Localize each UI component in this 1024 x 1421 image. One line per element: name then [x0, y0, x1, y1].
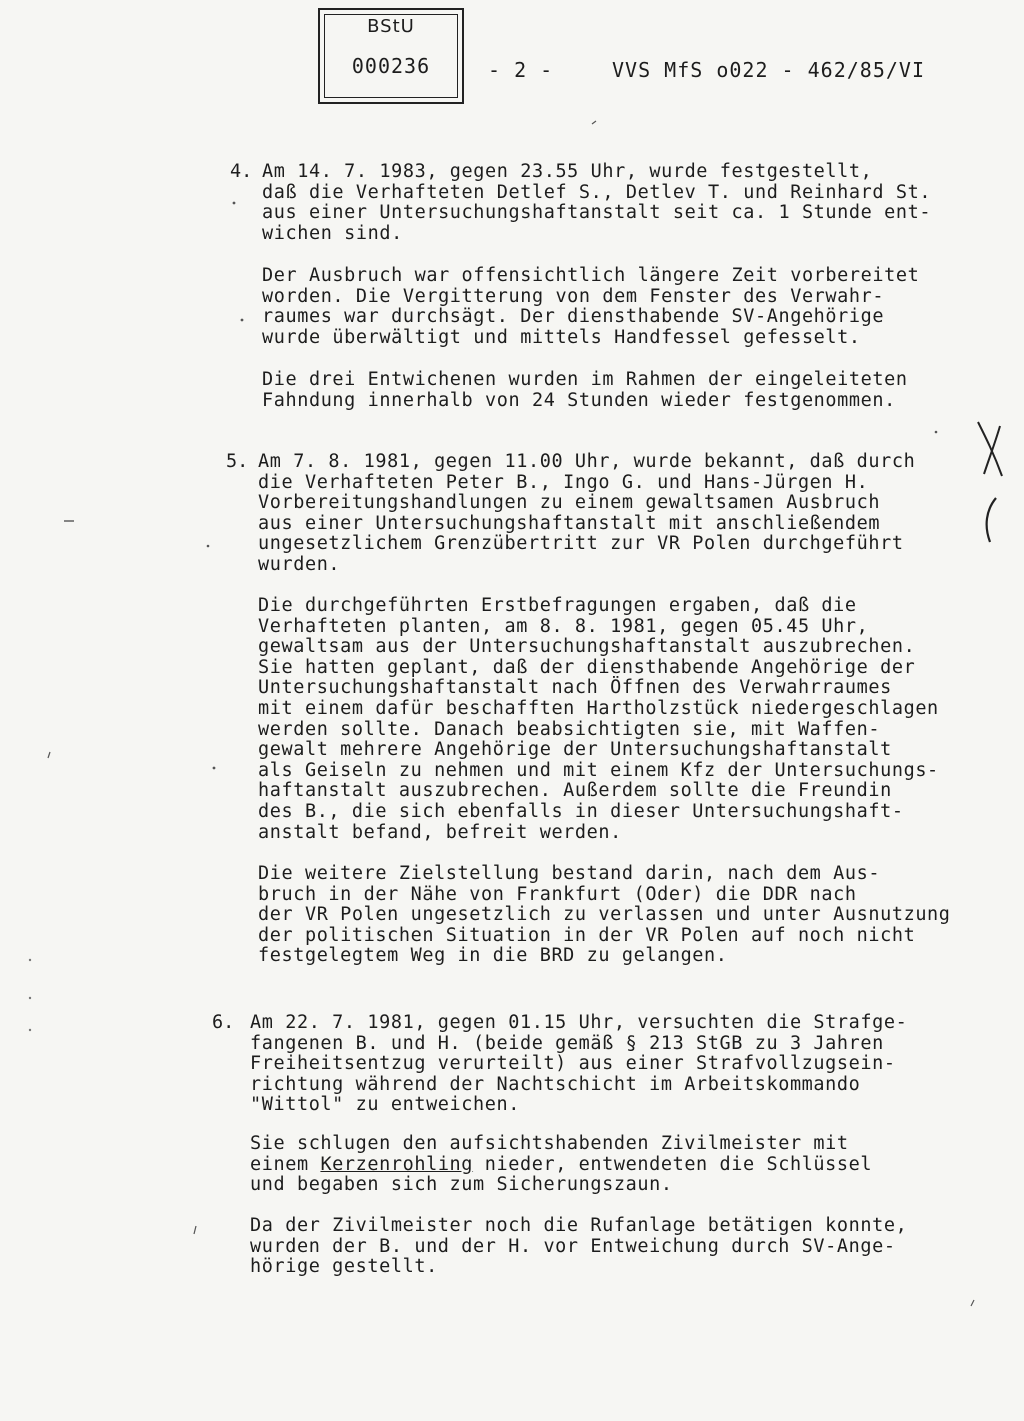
text-line: einem Kerzenrohling nieder, entwendeten die Schlüssel: [250, 1153, 873, 1175]
text-line: Am 22. 7. 1981, gegen 01.15 Uhr, versuchten die Strafge-: [250, 1012, 908, 1033]
text-line: gewalt mehrere Angehörige der Untersuchungshaftanstalt: [258, 739, 892, 761]
text-line: fangenen B. und H. (beide gemäß § 213 StGB zu 3 Jahren: [250, 1032, 884, 1054]
text-line: "Wittol" zu entweichen.: [250, 1094, 520, 1116]
text-line: raumes war durchsägt. Der diensthabende SV-Angehörige: [262, 306, 885, 328]
stamp-title: BStU: [367, 16, 415, 37]
text-line: gewaltsam aus der Untersuchungshaftanstalt auszubrechen.: [258, 636, 916, 658]
text-line: werden sollte. Danach beabsichtigten sie, mit Waffen-: [258, 718, 881, 740]
text-line: Der Ausbruch war offensichtlich längere Zeit vorbereitet: [262, 265, 920, 286]
text-line: Die weitere Zielstellung bestand darin, nach dem Aus-: [258, 863, 881, 884]
item-number: 5.: [226, 451, 249, 472]
text-line: und begaben sich zum Sicherungszaun.: [250, 1174, 673, 1196]
text-line: Fahndung innerhalb von 24 Stunden wieder festgenommen.: [262, 389, 896, 411]
text-line: der VR Polen ungesetzlich zu verlassen und unter Ausnutzung: [258, 904, 951, 926]
text-line: richtung während der Nachtschicht im Arbeitskommando: [250, 1073, 861, 1095]
text-line: aus einer Untersuchungshaftanstalt mit anschließendem: [258, 512, 881, 534]
text-line: ungesetzlichem Grenzübertritt zur VR Polen durchgeführt: [258, 533, 904, 555]
document-reference: VVS MfS o022 - 462/85/VI: [612, 58, 925, 82]
text-line: anstalt befand, befreit werden.: [258, 821, 622, 843]
text-line: Da der Zivilmeister noch die Rufanlage betätigen konnte,: [250, 1215, 908, 1236]
item-number: 6.: [212, 1012, 235, 1033]
text-line: Am 14. 7. 1983, gegen 23.55 Uhr, wurde festgestellt,: [262, 161, 873, 182]
text-line: Verhafteten planten, am 8. 8. 1981, gegen 05.45 Uhr,: [258, 615, 869, 637]
text-line: bruch in der Nähe von Frankfurt (Oder) die DDR nach: [258, 883, 857, 905]
text-line: wichen sind.: [262, 222, 403, 244]
text-line: Die drei Entwichenen wurden im Rahmen der eingeleiteten: [262, 369, 908, 390]
text-line: hörige gestellt.: [250, 1256, 438, 1278]
text-line: aus einer Untersuchungshaftanstalt seit ca. 1 Stunde ent-: [262, 202, 932, 224]
stamp-number: 000236: [351, 54, 431, 78]
text-line: als Geiseln zu nehmen und mit einem Kfz der Untersuchungs-: [258, 759, 939, 781]
text-line: haftanstalt auszubrechen. Außerdem sollte die Freundin: [258, 780, 892, 802]
underlined-word: Kerzenrohling: [320, 1153, 474, 1175]
text-line: der politischen Situation in der VR Polen auf noch nicht: [258, 924, 916, 946]
text-line: festgelegtem Weg in die BRD zu gelangen.: [258, 945, 728, 967]
text-line: Am 7. 8. 1981, gegen 11.00 Uhr, wurde bekannt, daß durch: [258, 451, 916, 472]
text-line: Die durchgeführten Erstbefragungen ergaben, daß die: [258, 595, 857, 616]
text-line: Sie schlugen den aufsichtshabenden Zivilmeister mit: [250, 1133, 849, 1154]
text-line: worden. Die Vergitterung von dem Fenster des Verwahr-: [262, 285, 885, 307]
text-line: des B., die sich ebenfalls in dieser Untersuchungshaft-: [258, 800, 904, 822]
text-line: die Verhafteten Peter B., Ingo G. und Hans-Jürgen H.: [258, 471, 869, 493]
text-line: wurden.: [258, 553, 341, 575]
text-line: Vorbereitungshandlungen zu einem gewaltsamen Ausbruch: [258, 492, 881, 514]
text-line: wurden der B. und der H. vor Entweichung durch SV-Ange-: [250, 1235, 896, 1257]
text-line: wurde überwältigt und mittels Handfessel gefesselt.: [262, 326, 861, 348]
item-number: 4.: [230, 161, 253, 182]
text-line: mit einem dafür beschafften Hartholzstück niedergeschlagen: [258, 697, 939, 719]
text-line: Sie hatten geplant, daß der diensthabende Angehörige der: [258, 656, 916, 678]
text-line: Freiheitsentzug verurteilt) aus einer Strafvollzugsein-: [250, 1053, 896, 1075]
text-line: Untersuchungshaftanstalt nach Öffnen des Verwahrraumes: [258, 677, 892, 699]
text-line: daß die Verhafteten Detlef S., Detlev T. und Reinhard St.: [262, 181, 932, 203]
page-number: - 2 -: [488, 58, 554, 82]
